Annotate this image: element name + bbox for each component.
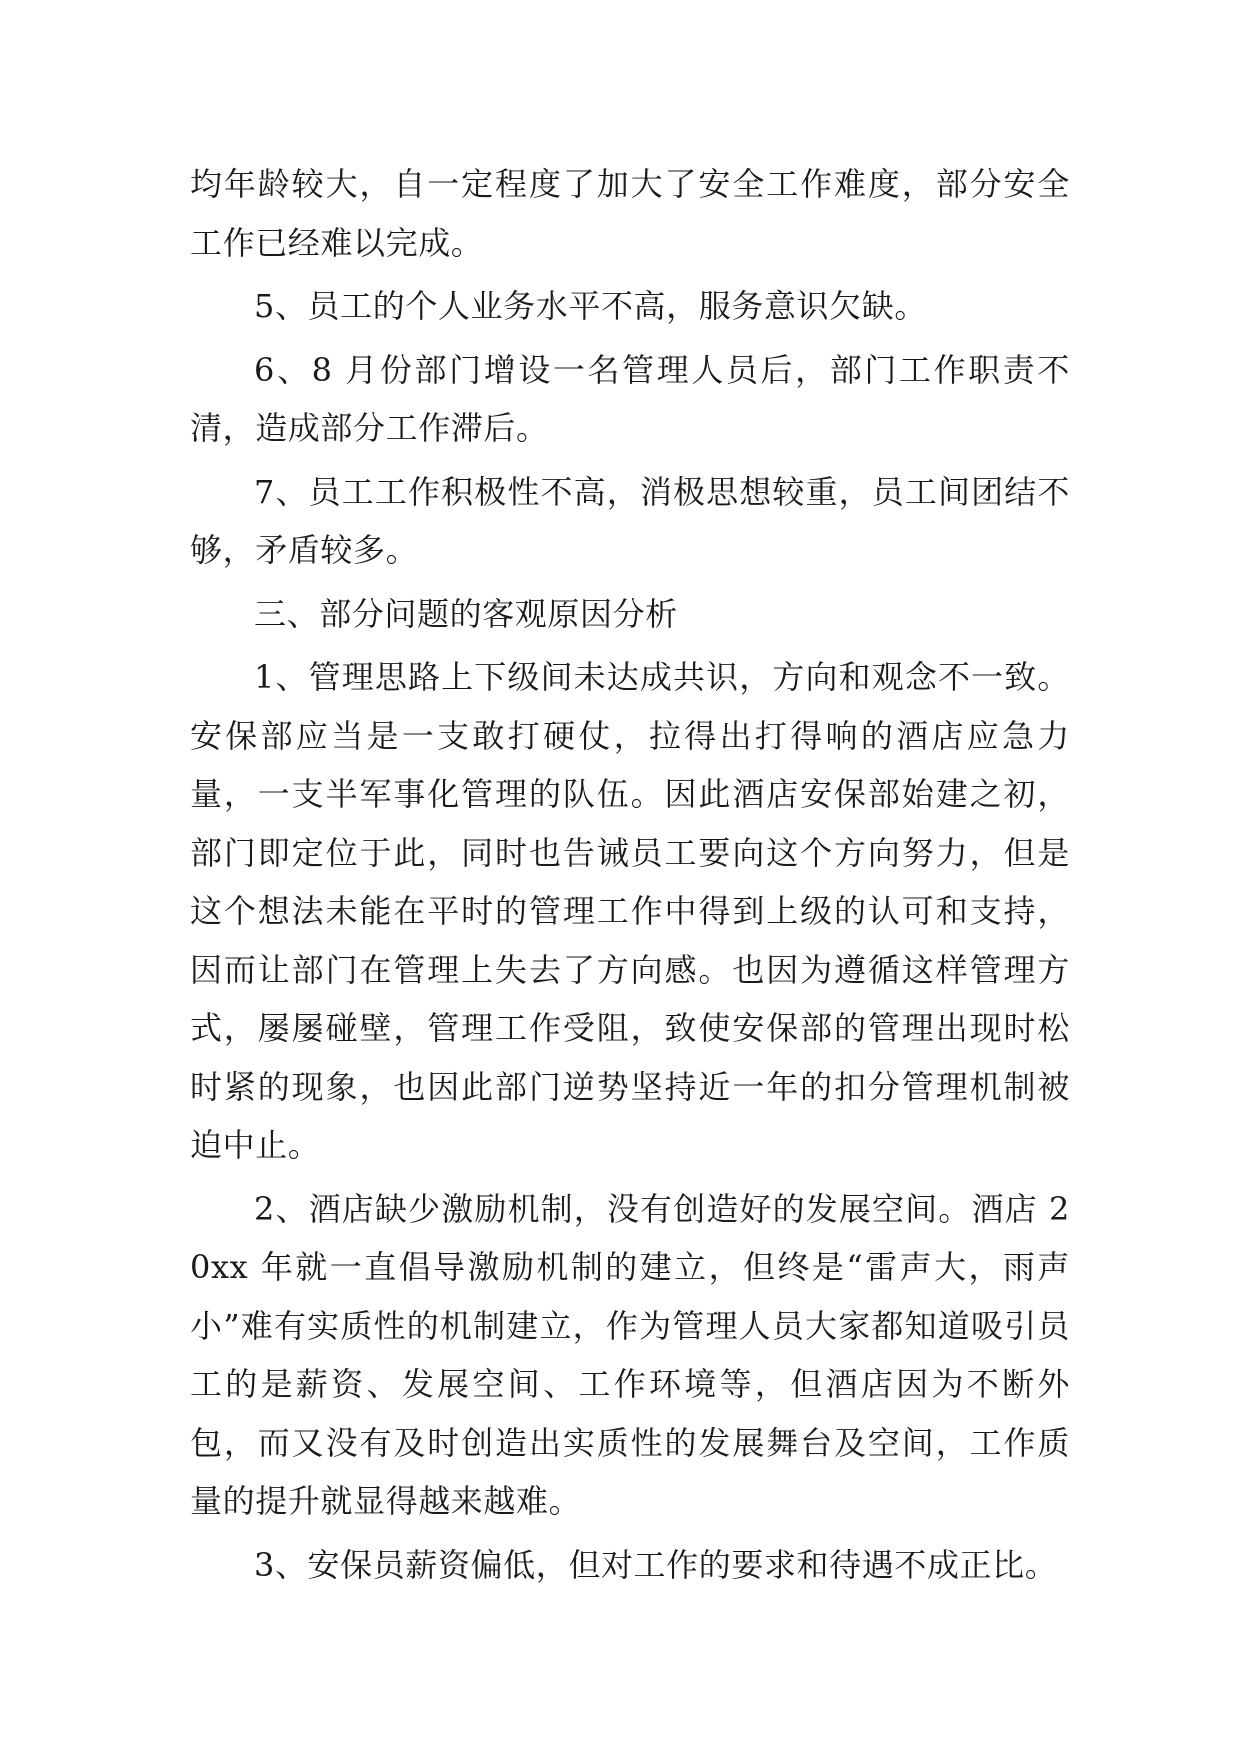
paragraph-continuation: 均年龄较大，自一定程度了加大了安全工作难度，部分安全工作已经难以完成。 — [190, 165, 1070, 262]
paragraph-reason-2: 2、酒店缺少激励机制，没有创造好的发展空间。酒店 20xx 年就一直倡导激励机制的建立，但终是“雷声大，雨声小”难有实质性的机制建立，作为管理人员大家都知道吸引员工的是薪资、发展空间、工作环境等，但酒店因为不断外包，而又没有及时创造出实质性的发展舞台及空间，工作质量的提升就显得越来越难。 — [190, 1189, 1070, 1520]
section-heading: 三、部分问题的客观原因分析 — [254, 594, 678, 633]
paragraph-reason-3: 3、安保员薪资偏低，但对工作的要求和待遇不成正比。 — [254, 1545, 1058, 1584]
paragraph-reason-1: 1、管理思路上下级间未达成共识，方向和观念不一致。安保部应当是一支敢打硬仗，拉得出打得响的酒店应急力量，一支半军事化管理的队伍。因此酒店安保部始建之初，部门即定位于此，同时也告诫员工要向这个方向努力，但是这个想法未能在平时的管理工作中得到上级的认可和支持，因而让部门在管理上失去了方向感。也因为遵循这样管理方式，屡屡碰壁，管理工作受阻，致使安保部的管理出现时松时紧的现象，也因此部门逆势坚持近一年的扣分管理机制被迫中止。 — [190, 658, 1070, 1164]
paragraph-item-6: 6、8 月份部门增设一名管理人员后，部门工作职责不清，造成部分工作滞后。 — [190, 350, 1070, 447]
paragraph-item-5: 5、员工的个人业务水平不高，服务意识欠缺。 — [254, 287, 927, 325]
document-body — [190, 155, 1070, 1599]
paragraph-item-7: 7、员工工作积极性不高，消极思想较重，员工间团结不够，矛盾较多。 — [190, 472, 1070, 569]
